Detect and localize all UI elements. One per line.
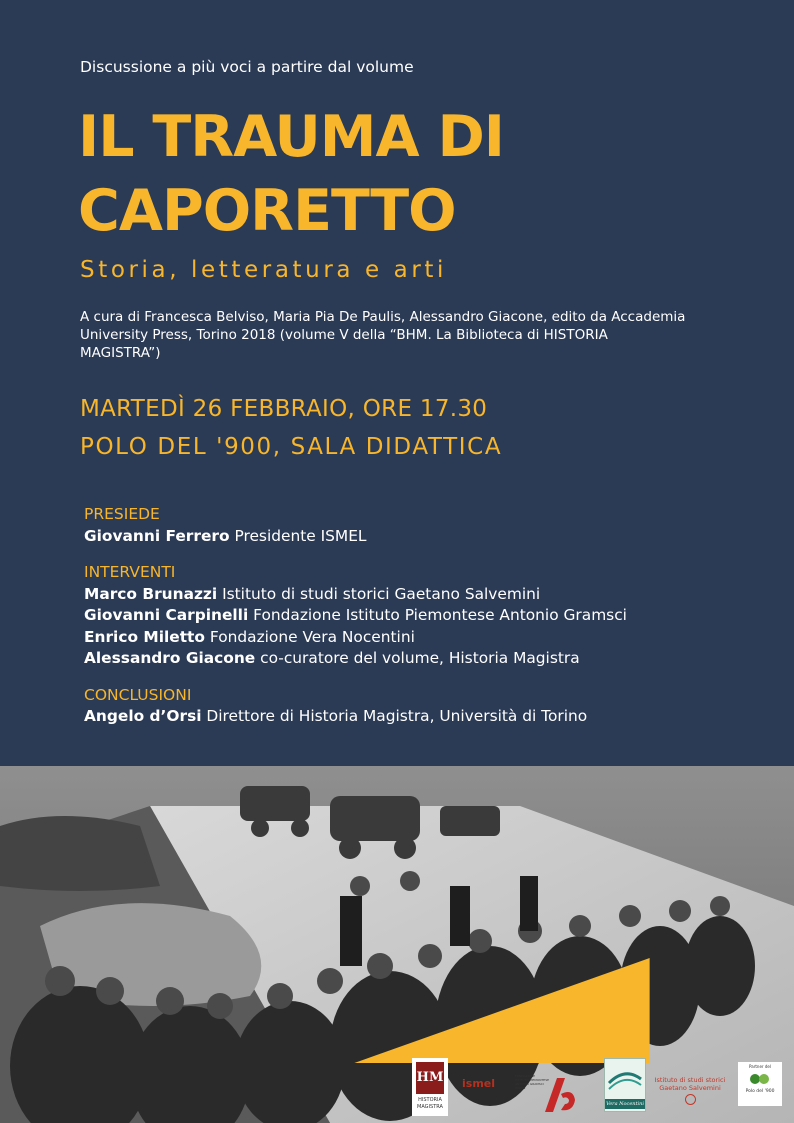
ismel-logo: [462, 1072, 507, 1094]
speaker-role: Fondazione Istituto Piemontese Antonio Gramsci: [253, 606, 627, 624]
speaker-name: Giovanni Carpinelli: [84, 606, 249, 624]
gramsci-mark-icon: [543, 1074, 577, 1114]
gramsci-logo: [515, 1072, 577, 1116]
speaker-name: Angelo d’Orsi: [84, 707, 202, 725]
salvemini-logo: [654, 1076, 726, 1106]
title-line-1: IL TRAUMA DI: [78, 104, 504, 170]
historia-magistra-logo: [412, 1058, 448, 1116]
speaker-role: Istituto di studi storici Gaetano Salvemini: [222, 584, 541, 603]
program-entry: [84, 526, 774, 548]
section-heading-conclusioni: CONCLUSIONI: [84, 685, 192, 704]
kicker-text: Discussione a più voci a partire dal volume: [80, 58, 414, 76]
troops-photo-illustration: [0, 766, 794, 1123]
speaker-role: Direttore di Historia Magistra, Università di Torino: [206, 707, 588, 725]
speaker-name: Enrico Miletto: [84, 627, 205, 646]
program-list: [84, 504, 774, 728]
historical-photo: [0, 766, 794, 1123]
polo-mark-icon: [749, 1071, 771, 1087]
salvemini-line-2: Gaetano Salvemini: [659, 1084, 721, 1092]
section-heading-presiede: PRESIEDE: [84, 505, 160, 523]
program-entry: [84, 605, 774, 627]
section-heading-interventi: INTERVENTI: [84, 563, 176, 581]
gramsci-caption: FONDAZIONE ISTITUTO PIEMONTESE ANTONIO GRAMSCI ONLUS: [515, 1074, 549, 1090]
ismel-wordmark: ismel: [462, 1077, 496, 1090]
speaker-name: Alessandro Giacone: [84, 649, 256, 667]
vera-nocentini-logo: [604, 1058, 646, 1112]
program-entry: [84, 648, 774, 670]
event-date: MARTEDÌ 26 FEBBRAIO, ORE 17.30: [80, 396, 488, 422]
book-credits: A cura di Francesca Belviso, Maria Pia De Paulis, Alessandro Giacone, edito da Accademia University Press, Torino 2018 (volume V della “BHM. La Biblioteca di HISTORIA MAGISTRA”): [80, 309, 686, 361]
speaker-role: Fondazione Vera Nocentini: [209, 627, 415, 646]
salvemini-seal-icon: [685, 1094, 696, 1105]
title-line-2: CAPORETTO: [78, 178, 456, 244]
polo-top-caption: Partner del: [749, 1064, 771, 1069]
polo-bottom-caption: Polo del '900: [745, 1089, 775, 1094]
program-entry: [84, 584, 774, 606]
speaker-name: Marco Brunazzi: [84, 584, 218, 603]
program-entry: [84, 706, 774, 728]
program-entry: [84, 627, 774, 649]
speaker-name: Giovanni Ferrero: [84, 526, 230, 545]
hm-mark: HM: [416, 1062, 444, 1094]
hm-caption: HISTORIA MAGISTRA: [417, 1097, 443, 1110]
vera-nocentini-mark-icon: [605, 1059, 645, 1095]
poster-subtitle: Storia, letteratura e arti: [80, 257, 448, 283]
salvemini-line-1: Istituto di studi storici: [654, 1076, 726, 1084]
polo-del-900-logo: [738, 1062, 782, 1106]
poster-title: [78, 100, 504, 248]
speaker-role: co-curatore del volume, Historia Magistra: [260, 649, 580, 667]
event-venue: POLO DEL '900, SALA DIDATTICA: [80, 434, 503, 460]
speaker-role: Presidente ISMEL: [234, 526, 367, 545]
logo-banner-shape: [0, 958, 794, 1063]
vera-nocentini-caption: Vera Nocentini: [606, 1101, 644, 1107]
